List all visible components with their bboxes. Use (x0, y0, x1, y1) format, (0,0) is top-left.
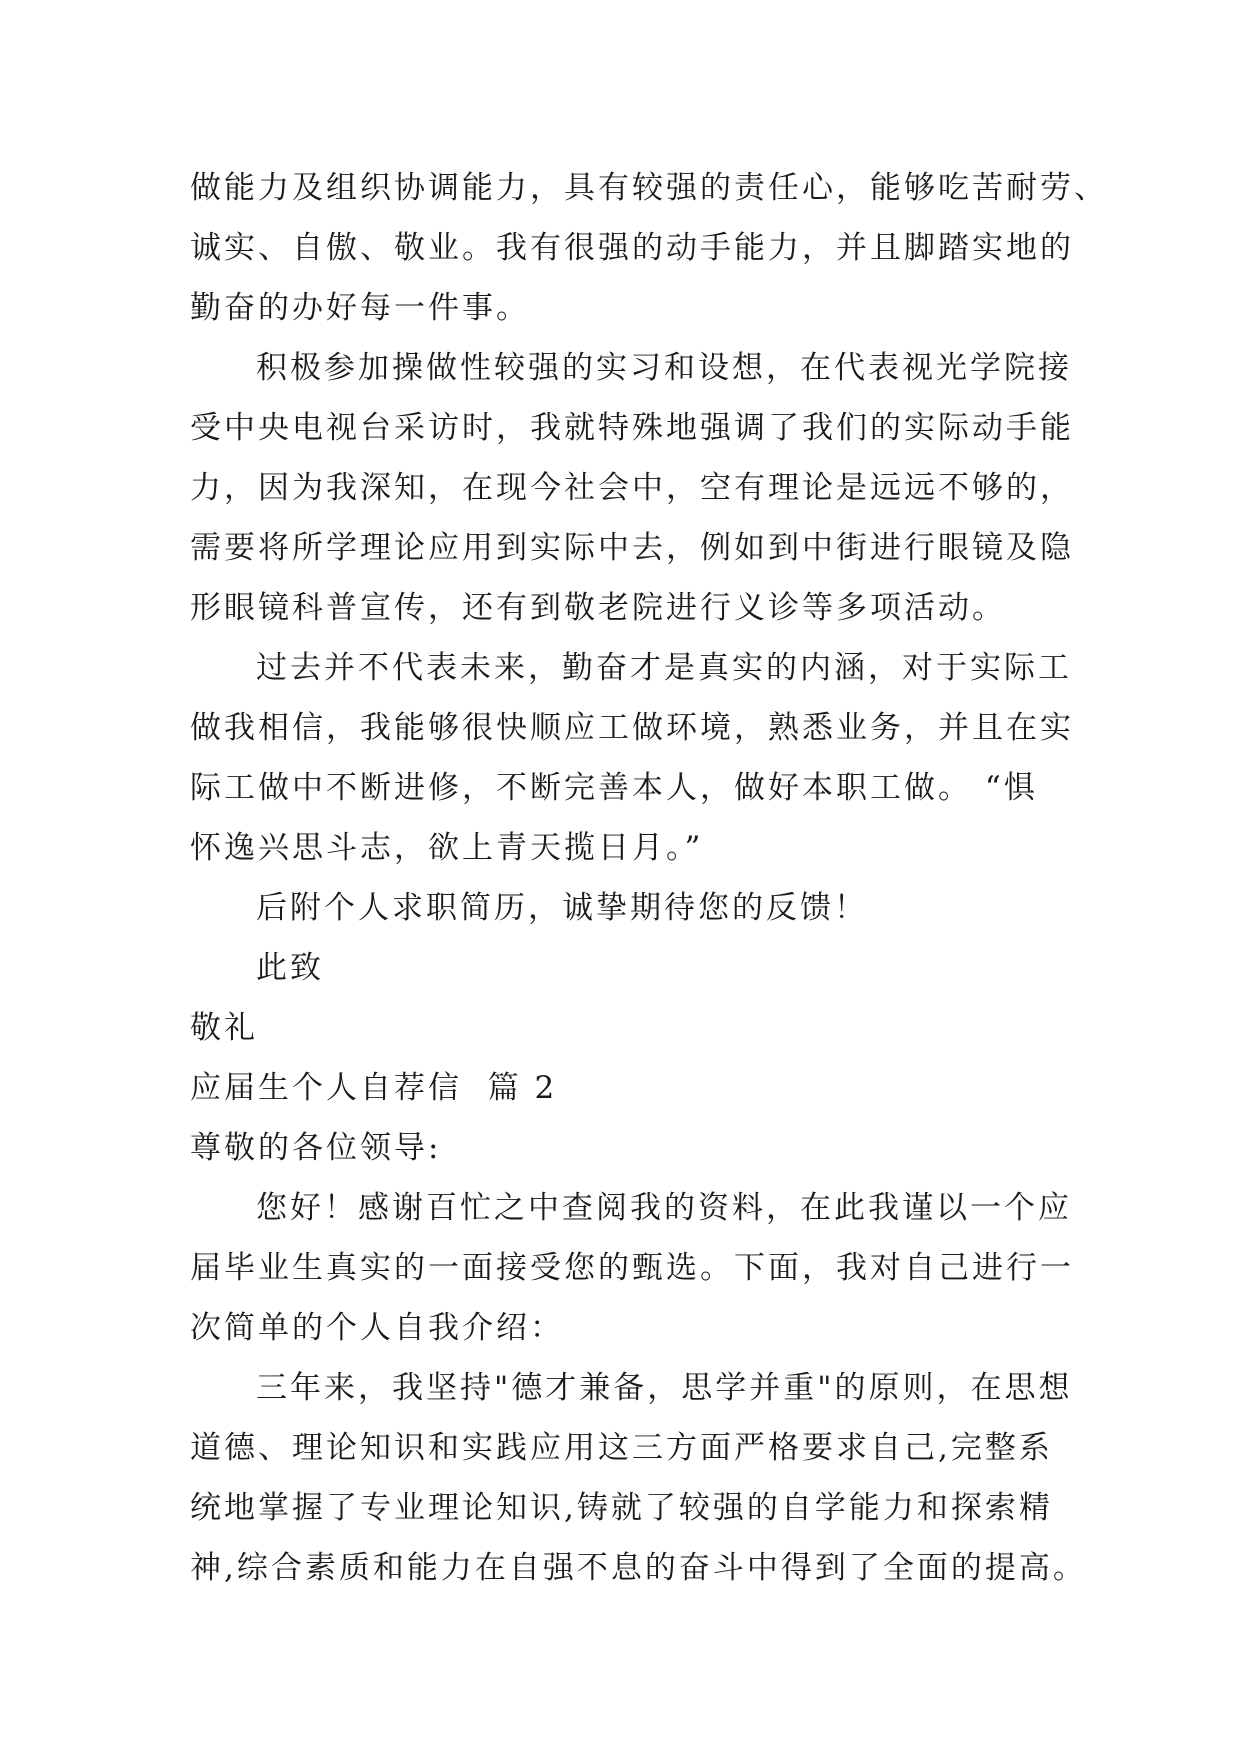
text-line: 勤奋的办好每一件事。 (190, 290, 530, 326)
salutation-jing-li: 敬礼 (190, 1010, 258, 1046)
greeting: 尊敬的各位领导: (190, 1130, 442, 1166)
text-line: 受中央电视台采访时，我就特殊地强调了我们的实际动手能 (190, 410, 1074, 446)
paragraph-3 (190, 638, 1074, 878)
text-line: 际工做中不断进修，不断完善本人，做好本职工做。 “惧 (190, 770, 1038, 806)
document-body (190, 158, 1108, 1598)
text-line: 怀逸兴思斗志，欲上青天揽日月。” (190, 830, 704, 866)
paragraph-5 (190, 1358, 1087, 1598)
text-line: 您好！感谢百忙之中查阅我的资料，在此我谨以一个应 (256, 1190, 1072, 1226)
text-line: 力，因为我深知，在现今社会中，空有理论是远远不够的， (190, 470, 1074, 506)
text-line: 诚实、自傲、敬业。我有很强的动手能力，并且脚踏实地的 (190, 230, 1074, 266)
text-line: 道德、理论知识和实践应用这三方面严格要求自己,完整系 (190, 1430, 1053, 1466)
text-line: 做我相信，我能够很快顺应工做环境，熟悉业务，并且在实 (190, 710, 1074, 746)
text-line: 过去并不代表未来，勤奋才是真实的内涵，对于实际工 (256, 650, 1072, 686)
paragraph-1 (190, 158, 1108, 338)
text-line: 次简单的个人自我介绍： (190, 1310, 564, 1346)
text-line: 神,综合素质和能力在自强不息的奋斗中得到了全面的提高。 (190, 1550, 1087, 1586)
text-line: 需要将所学理论应用到实际中去，例如到中街进行眼镜及隐 (190, 530, 1074, 566)
text-line: 做能力及组织协调能力，具有较强的责任心，能够吃苦耐劳、 (190, 170, 1108, 206)
paragraph-4 (190, 1178, 1074, 1358)
salutation-ci-zhi: 此致 (256, 950, 324, 986)
text-line: 积极参加操做性较强的实习和设想，在代表视光学院接 (256, 350, 1072, 386)
text-line: 三年来，我坚持"德才兼备，思学并重"的原则，在思想 (256, 1370, 1073, 1406)
text-line: 届毕业生真实的一面接受您的甄选。下面，我对自己进行一 (190, 1250, 1074, 1286)
section-title: 应届生个人自荐信 篇 2 (190, 1070, 558, 1106)
attachment-note: 后附个人求职简历，诚挚期待您的反馈！ (256, 890, 868, 926)
paragraph-2 (190, 338, 1074, 638)
text-line: 形眼镜科普宣传，还有到敬老院进行义诊等多项活动。 (190, 590, 1006, 626)
text-line: 统地掌握了专业理论知识,铸就了较强的自学能力和探索精 (190, 1490, 1053, 1526)
